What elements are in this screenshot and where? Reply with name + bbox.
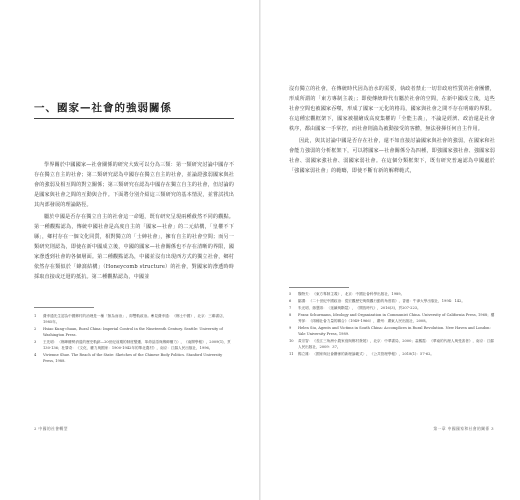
footnote-divider bbox=[289, 287, 349, 288]
left-page bbox=[0, 0, 259, 500]
right-body-text bbox=[289, 84, 495, 178]
paragraph: 學界關於中國國家—社會關係的研究大致可以分為三類：第一類研究討論中國存不存在獨立自主的社會；第二類研究認為中國存在獨立自主的社會，並論證強弱國家與社會的強弱及相互間的對立關係；第三類研究在認為中國存在獨立自主的社會，但討論的是國家與社會之間的互動與合作。下面將分別介紹這三類研究的基本情況，並嘗試找出其內部發展的理論路徑。 bbox=[34, 162, 234, 208]
footnote-number: 11 bbox=[289, 351, 294, 356]
section-heading: 一、國家—社會的強弱關係 bbox=[34, 100, 234, 119]
footnote-number: 3 bbox=[34, 339, 37, 344]
footnote-text: Hsiao Kung-chuan, Rural China: Imperial Control in the Nineteenth Century. Seattle: University of Washington Press. bbox=[43, 326, 223, 338]
footnote-number: 8 bbox=[289, 312, 292, 317]
footnote-text: 鄒讜：《二十世紀中國政治：從宏觀歷史與微觀行動的角度看》，香港：牛津大學出版社，1994：142。 bbox=[298, 298, 465, 303]
footnote-text: 王先明：〈鄉紳權勢消退的歷史軌跡—20世紀前期的制度變遷、革命話語與鄉紳權力〉，《南開學報》，2009(1)，頁130-136；杜贊奇：《文化、權力與國家：1900-1942年的華北農村》，南京：江蘇人民出版社，1996。 bbox=[43, 339, 231, 351]
footnote-text: Franz Schurmann, Ideology and Organization in Communist China. University of California Press, 1968；樓秀萍：《兩種社會力量的聯合》（1949-1966），廣州：廣東人民出版社，2008。 bbox=[298, 312, 495, 323]
paragraph: 屬於中國是否存在獨立自主的社會這一命題，既有研究呈現兩種截然不同的觀點。第一種觀點認為，傳統中國社會是高度自主的「國家—社會」的二元結構，「皇權不下縣」，鄉村存在一個文化同質，相對獨立的「士紳社會」，擁有自主的社會空間；而另一類研究則認為，即使在新中國成立後，中國的國家—社會關係也不存在清晰的界限，國家滲透到社會的各個層面。第二種觀點認為，中國並沒有出現西方式的獨立社會，鄉村依然存在類似於「蜂窩結構」（Honeycomb structure）的社會，對國家的滲透時時採取直接或迂迴的抵抗。第二種觀點認為，中國並 bbox=[34, 214, 234, 280]
footnote-number: 7 bbox=[289, 305, 292, 310]
footnote-text: 黃宗智：《長江三角洲小農家庭與鄉村發展》，北京：中華書局，2000；蕭鳳霞：《華南的代理人與受害者》，南京：江蘇人民出版社，2009：37。 bbox=[298, 338, 495, 349]
footnote-text: 費孝通先生認為中國鄉村的治理是一種「無為而治」，即雙軌政治。參見費孝通：《鄉土中國》，北京：三聯書店，1985年。 bbox=[43, 314, 227, 325]
footnote-number: 4 bbox=[34, 352, 37, 357]
left-body-text bbox=[34, 160, 234, 284]
footnote bbox=[289, 291, 495, 297]
footnote bbox=[289, 298, 495, 304]
footnote-text: Helen Siu, Agents and Victims in South China: Accomplices in Rural Revolution. New Haven and London: Yale University Press, 1989. bbox=[298, 325, 491, 336]
right-page-footer: 第一章 中國國家和社會的關係 3 bbox=[433, 426, 494, 431]
footnote-number: 1 bbox=[34, 314, 37, 318]
paragraph: 因此，與其討論中國是否存在社會，還不如直接討論國家與社會的強弱，在國家和社會能力強弱的分析框架下，可以將國家—社會關係分為四種，即強國家強社會、強國家弱社會、弱國家強社會、弱國家弱社會。在這個分類框架下，既有研究普遍認為中國處於「強國家弱社會」的範疇，即使不斷有新的解釋範式， bbox=[289, 138, 495, 174]
footnote bbox=[34, 352, 234, 364]
footnote-text: 魏特夫：《東方專制主義》，北京：中國社會科學出版社，1989。 bbox=[298, 292, 405, 296]
left-footnotes bbox=[34, 313, 234, 365]
footnote bbox=[289, 312, 495, 324]
left-page-footer: 2 中國的社會轉型 bbox=[34, 426, 68, 431]
footnote bbox=[289, 325, 495, 337]
footnote-text: 朱光明、蔣慧兩：〈延續與斷裂〉，《開放時代》，2016(3)，頁207-223。 bbox=[298, 305, 421, 310]
right-page bbox=[261, 0, 520, 500]
footnote bbox=[289, 305, 495, 311]
footnote-number: 10 bbox=[289, 338, 294, 343]
footnote bbox=[34, 339, 234, 351]
footnote bbox=[34, 326, 234, 338]
footnote bbox=[34, 313, 234, 325]
footnote-number: 6 bbox=[289, 298, 292, 303]
footnote-number: 2 bbox=[34, 326, 37, 331]
footnote-text: 楊立雄：〈國家與社會關係的新理論範式〉，《公共管理學報》，2018(1)：57-62。 bbox=[298, 351, 435, 356]
footnote-divider bbox=[34, 307, 94, 308]
footnote bbox=[289, 338, 495, 350]
footnote-number: 9 bbox=[289, 325, 292, 330]
footnote-number: 5 bbox=[289, 292, 292, 296]
footnote-text: Vivienne Shue. The Reach of the State: Sketches of the Chinese Body Politics. Stanford University Press, 1988. bbox=[43, 352, 223, 364]
paragraph: 沒有獨立的社會，在傳統時代因為治水的需要，執政者禁止一切非政府性質的社會團體，形成所謂的「東方專制主義」；即使傳統時代有屬於社會的空間，在新中國成立後，這些社會空間也被國家吞噬，形成了國家一元化的格局，國家與社會之間不存在明確的界限。在這種宏觀框架下，國家被描繪成高度集權的「全能主義」，不論是經濟、政治還是社會秩序，都由國家一手掌控，而社會則淪為被動接受的客體，無法發揮任何自主作用。 bbox=[289, 86, 495, 132]
right-footnotes bbox=[289, 291, 495, 358]
footnote bbox=[289, 351, 495, 357]
